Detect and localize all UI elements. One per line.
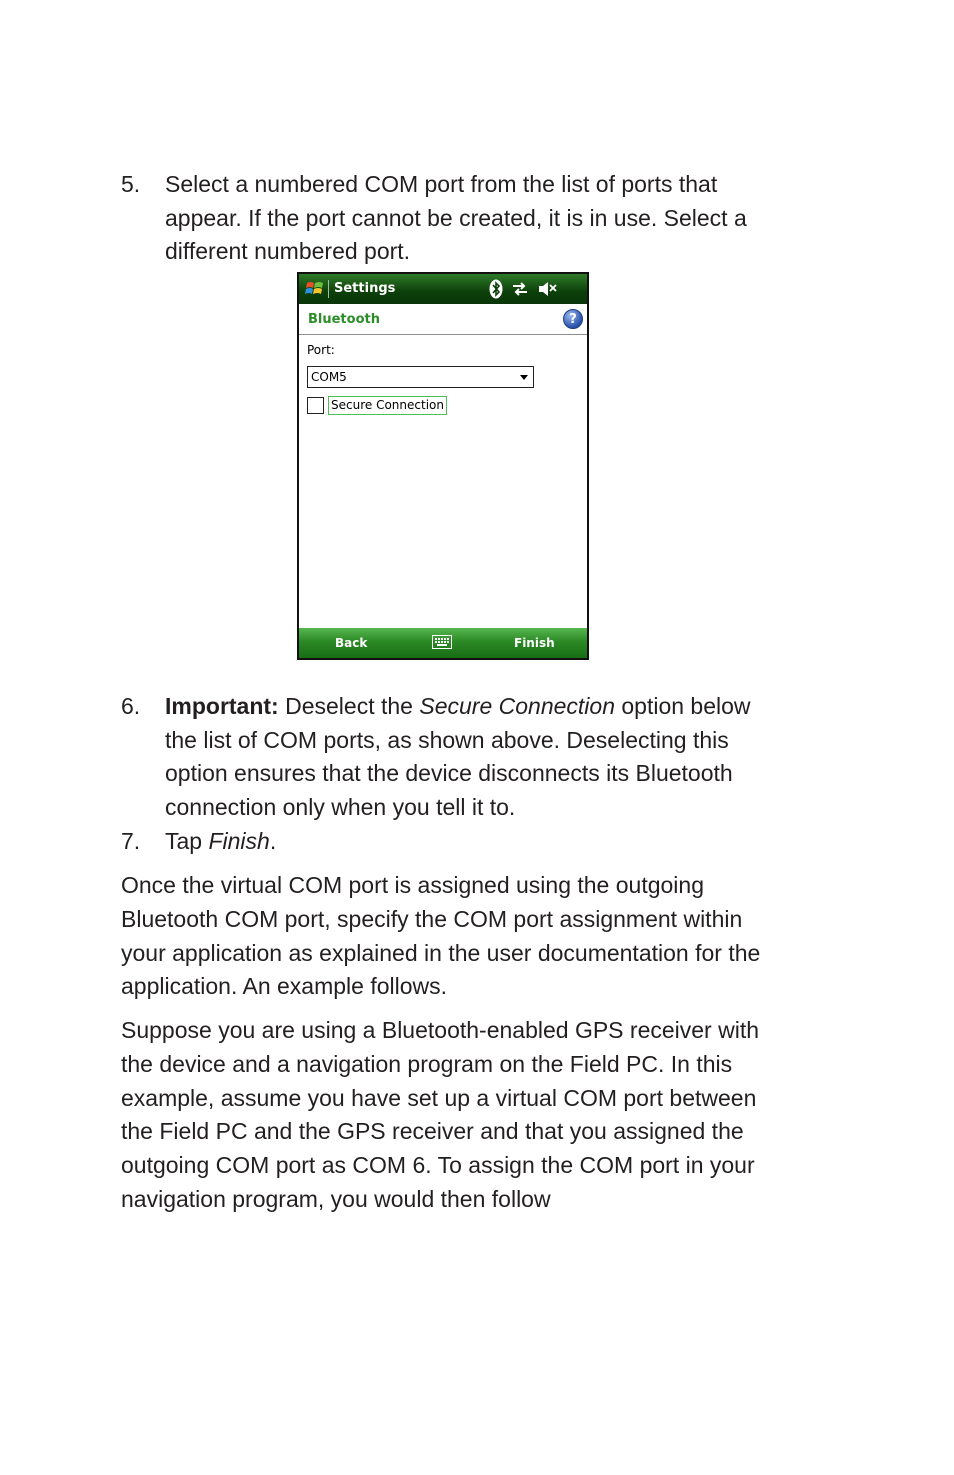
heading-bar xyxy=(299,304,587,335)
finish-term: Finish xyxy=(208,827,270,854)
paragraph-com-assignment: Once the virtual COM port is assigned using the outgoing Bluetooth COM port, specify the COM port assignment within your application as explained in the user documentation for the application. An example follows. xyxy=(121,872,761,1000)
step-list-top xyxy=(121,168,781,269)
device-screenshot xyxy=(297,272,589,660)
back-button[interactable]: Back xyxy=(335,636,368,650)
title-divider xyxy=(328,280,329,298)
port-dropdown-value: COM5 xyxy=(311,370,347,384)
step-text: Deselect the xyxy=(278,693,420,719)
step-number: 7. xyxy=(121,827,141,854)
windows-logo-icon[interactable] xyxy=(305,279,325,299)
title-bar xyxy=(299,274,587,304)
step-5 xyxy=(121,168,781,269)
chevron-down-icon xyxy=(520,375,528,380)
secure-connection-label[interactable]: Secure Connection xyxy=(328,396,447,415)
port-label: Port: xyxy=(307,343,335,357)
paragraph-gps-example: Suppose you are using a Bluetooth-enabled GPS receiver with the device and a navigation program on the Field PC. In this example, assume you have set up a virtual COM port between the Field PC and the GPS receiver and that you assigned the outgoing COM port as COM 6. To assign the COM port in your navigation program, you would then follow xyxy=(121,1017,760,1212)
keyboard-icon[interactable] xyxy=(432,635,452,649)
step-text: Tap xyxy=(165,827,209,854)
secure-connection-term: Secure Connection xyxy=(419,693,615,719)
step-list-bottom xyxy=(121,690,781,859)
status-icons xyxy=(489,279,557,299)
finish-button[interactable]: Finish xyxy=(514,636,555,650)
important-label: Important: xyxy=(165,693,279,719)
app-title: Settings xyxy=(334,281,396,296)
step-number: 6. xyxy=(121,693,141,719)
step-number: 5. xyxy=(121,171,141,197)
step-text-cont: option below the list of COM ports, as shown above. Deselecting this option ensures that the device disconnects its Bluetooth connection only when you tell it to. xyxy=(165,693,751,821)
help-icon[interactable]: ? xyxy=(563,309,583,329)
page-heading: Bluetooth xyxy=(308,312,380,327)
step-text-end: . xyxy=(269,827,277,854)
step-6 xyxy=(121,690,781,825)
step-text: Select a numbered COM port from the list of ports that appear. If the port cannot be created, it is in use. Select a different numbered port. xyxy=(165,171,747,265)
connectivity-icon[interactable] xyxy=(511,280,529,298)
speaker-muted-icon[interactable] xyxy=(537,280,557,298)
port-dropdown[interactable] xyxy=(307,366,534,388)
bluetooth-icon[interactable] xyxy=(489,279,503,299)
step-7 xyxy=(121,825,781,859)
softkey-bar xyxy=(299,628,587,658)
secure-connection-checkbox[interactable] xyxy=(307,397,324,414)
